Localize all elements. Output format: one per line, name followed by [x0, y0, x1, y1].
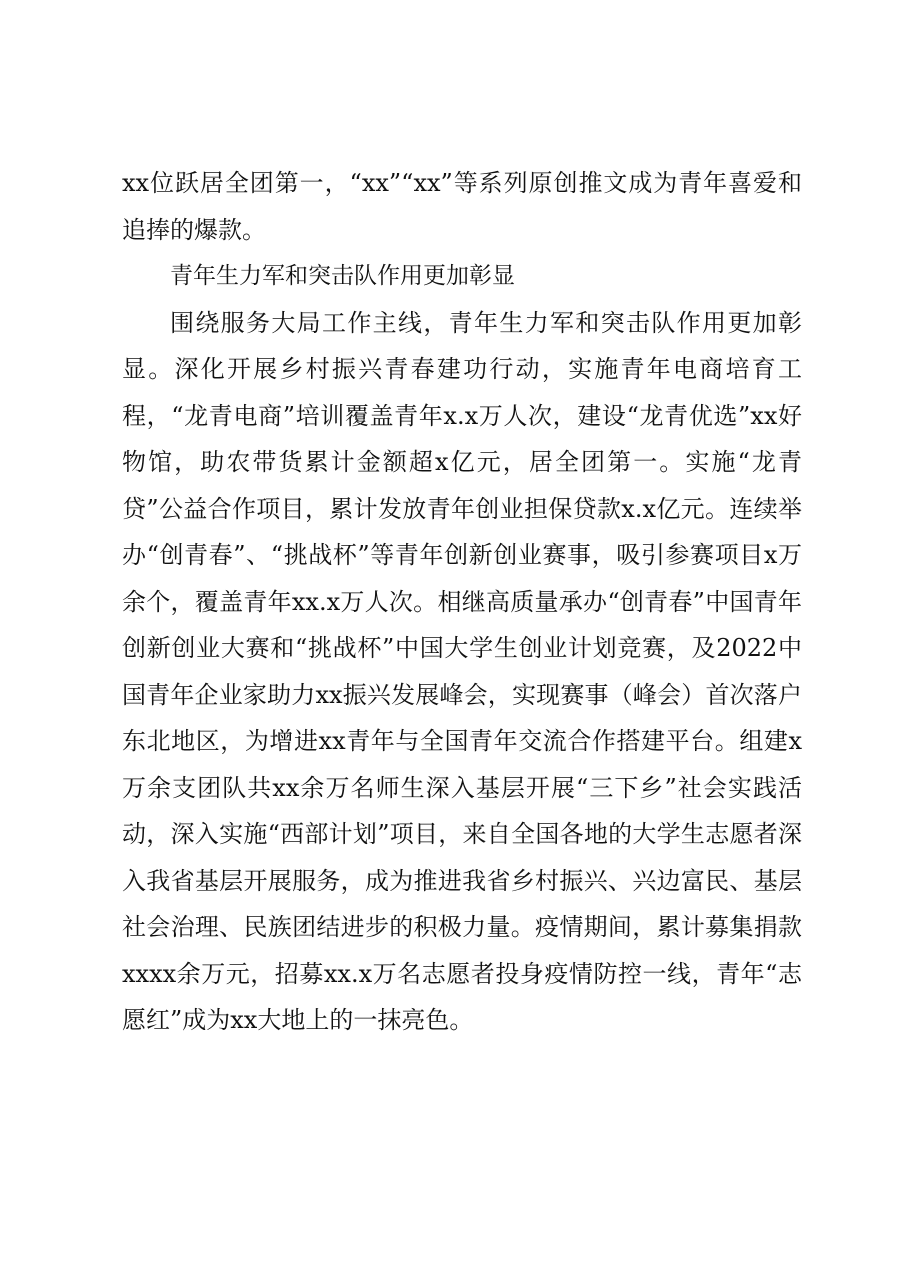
section-heading: 青年生力军和突击队作用更加彰显	[170, 263, 515, 289]
document-body	[122, 160, 802, 1044]
body-paragraph: 围绕服务大局工作主线，青年生力军和突击队作用更加彰显。深化开展乡村振兴青春建功行动，实施青年电商培育工程，“龙青电商”培训覆盖青年x.x万人次，建设“龙青优选”xx好物馆，助农带货累计金额超x亿元，居全团第一。实施“龙青贷”公益合作项目，累计发放青年创业担保贷款x.x亿元。连续举办“创青春”、“挑战杯”等青年创新创业赛事，吸引参赛项目x万余个，覆盖青年xx.x万人次。相继高质量承办“创青春”中国青年创新创业大赛和“挑战杯”中国大学生创业计划竞赛，及2022中国青年企业家助力xx振兴发展峰会，实现赛事（峰会）首次落户东北地区，为增进xx青年与全国青年交流合作搭建平台。组建x万余支团队共xx余万名师生深入基层开展“三下乡”社会实践活动，深入实施“西部计划”项目，来自全国各地的大学生志愿者深入我省基层开展服务，成为推进我省乡村振兴、兴边富民、基层社会治理、民族团结进步的积极力量。疫情期间，累计募集捐款xxxx余万元，招募xx.x万名志愿者投身疫情防控一线，青年“志愿红”成为xx大地上的一抹亮色。	[122, 308, 802, 1034]
continuation-paragraph: xx位跃居全团第一，“xx”“xx”等系列原创推文成为青年喜爱和追捧的爆款。	[122, 169, 802, 244]
